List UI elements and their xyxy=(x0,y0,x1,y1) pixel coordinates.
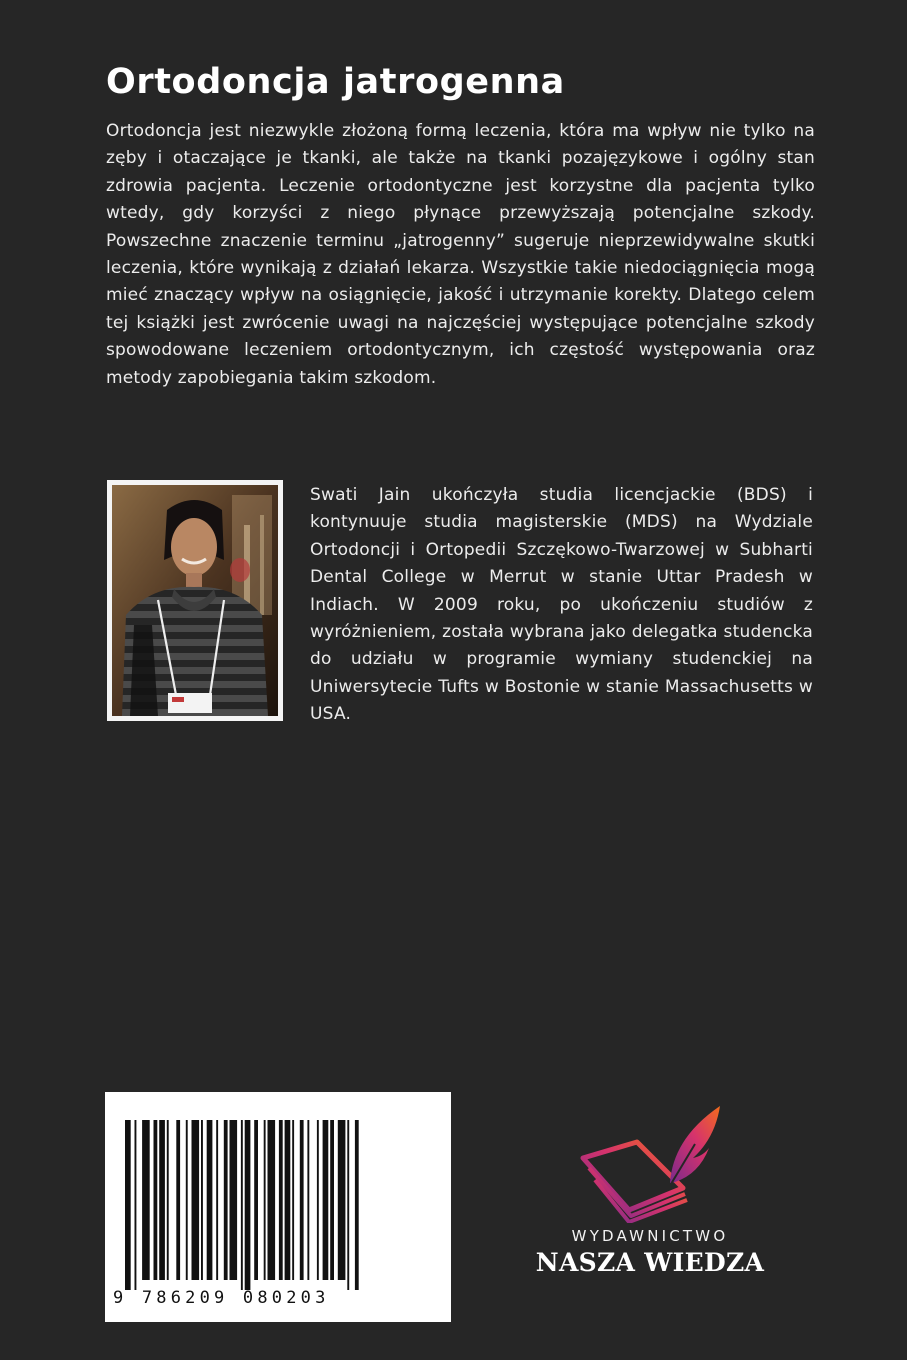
barcode-bar xyxy=(338,1120,346,1280)
author-photo-frame xyxy=(107,480,283,721)
barcode-bar xyxy=(216,1120,218,1280)
barcode-bar xyxy=(285,1120,291,1280)
isbn-barcode xyxy=(105,1092,451,1322)
author-photo xyxy=(112,485,278,716)
barcode-bar xyxy=(201,1120,203,1280)
barcode-bar xyxy=(264,1120,266,1280)
barcode-bar xyxy=(355,1120,359,1290)
barcode-bar xyxy=(268,1120,276,1280)
barcode-bar xyxy=(245,1120,251,1290)
barcode-bar xyxy=(154,1120,158,1280)
publisher-name: NASZA WIEDZA xyxy=(535,1248,765,1277)
barcode-bar xyxy=(330,1120,334,1280)
barcode-bar xyxy=(207,1120,213,1280)
barcode-bar xyxy=(224,1120,228,1280)
barcode-bar xyxy=(323,1120,329,1280)
barcode-bar xyxy=(135,1120,137,1290)
publisher-label: WYDAWNICTWO xyxy=(571,1227,729,1245)
book-quill-icon xyxy=(575,1098,725,1223)
barcode-bar xyxy=(300,1120,304,1280)
barcode-bar xyxy=(230,1120,238,1280)
barcode-bar xyxy=(192,1120,200,1280)
barcode-bar xyxy=(279,1120,283,1280)
barcode-bar xyxy=(317,1120,319,1280)
barcode-bar xyxy=(125,1120,131,1290)
barcode-bar xyxy=(307,1120,309,1280)
barcode-bar xyxy=(159,1120,165,1280)
barcode-bar xyxy=(142,1120,150,1280)
barcode-bars xyxy=(125,1120,431,1290)
barcode-bar xyxy=(241,1120,243,1290)
barcode-bar xyxy=(292,1120,294,1280)
barcode-bar xyxy=(254,1120,258,1280)
author-portrait-image xyxy=(112,485,278,716)
barcode-bar xyxy=(167,1120,169,1280)
barcode-digits: 9 786209 080203 xyxy=(113,1288,330,1308)
barcode-bar xyxy=(186,1120,188,1280)
barcode-bar xyxy=(347,1120,349,1290)
book-title: Ortodoncja jatrogenna xyxy=(106,62,565,102)
book-description: Ortodoncja jest niezwykle złożoną formą leczenia, która ma wpływ nie tylko na zęby i otaczające je tkanki, ale także na tkanki pozajęzykowe i ogólny stan zdrowia pacjenta. Leczenie ortodontyczne jest korzystne dla pacjenta tylko wtedy, gdy korzyści z niego płynące przewyższają potencjalne szkody. Powszechne znaczenie terminu „jatrogenny” sugeruje nieprzewidywalne skutki leczenia, które wynikają z działań lekarza. Wszystkie takie niedociągnięcia mogą mieć znaczący wpływ na osiągnięcie, jakość i utrzymanie korekty. Dlatego celem tej książki jest zwrócenie uwagi na najczęściej występujące potencjalne szkody spowodowane leczeniem ortodontycznym, ich częstość występowania oraz metody zapobiegania takim szkodom. xyxy=(106,121,815,388)
author-biography: Swati Jain ukończyła studia licencjackie (BDS) i kontynuuje studia magisterskie (MDS) na Wydziale Ortodoncji i Ortopedii Szczękowo-Twarzowej w Subharti Dental College w Merrut w stanie Uttar Pradesh w Indiach. W 2009 roku, po ukończeniu studiów z wyróżnieniem, została wybrana jako delegatka studencka do udziału w programie wymiany studenckiej na Uniwersytecie Tufts w Bostonie w stanie Massachusetts w USA. xyxy=(310,485,813,725)
barcode-bar xyxy=(176,1120,180,1280)
publisher-logo xyxy=(520,1098,780,1288)
